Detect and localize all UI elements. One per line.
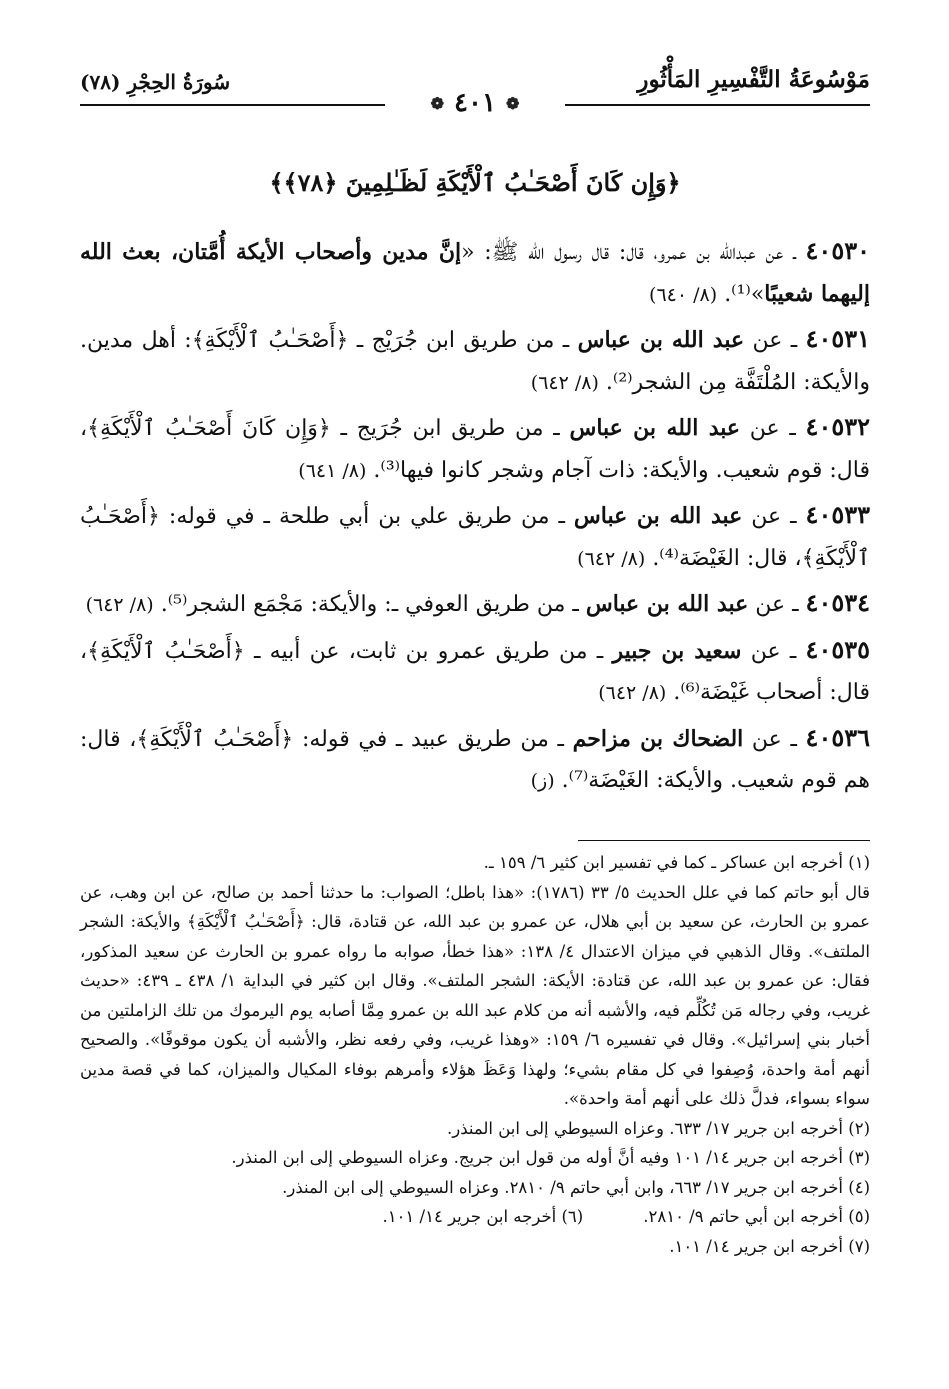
narration-number: ٤٠٥٣٦	[805, 722, 870, 752]
narration-number: ٤٠٥٣١	[805, 324, 870, 353]
narration-number: ٤٠٥٣٤	[805, 588, 870, 617]
narration-text: ـ من طريق عمرو بن ثابت، عن أبيه ـ ﴿أَصْحَـٰبُ ٱلْأَيْكَةِ﴾، قال: أصحاب غَيْضَة⁽⁶⁾.	[80, 638, 870, 705]
narration-text: ـ عن	[741, 638, 797, 664]
footnote: (٦) أخرجه ابن جرير ١٤/ ١٠١.	[382, 1207, 584, 1226]
narration-text: ـ عن عبدالله بن عمرو، قال: قال رسول الله ﷺ: «	[461, 240, 796, 265]
narration-number: ٤٠٥٣٠	[805, 236, 870, 265]
narration-reference: (ز)	[530, 770, 555, 792]
verse-heading: ﴿وَإِن كَانَ أَصْحَـٰبُ ٱلْأَيْكَةِ لَظَـٰلِمِينَ ﴿٧٨﴾﴾	[269, 168, 681, 197]
narrator-name: عبد الله بن عباس	[577, 327, 745, 353]
narration-reference: (٨/ ٦٤٢)	[577, 547, 646, 570]
narrations	[80, 230, 870, 805]
footnote: (٤) أخرجه ابن جرير ١٧/ ٦٦٣، وابن أبي حاتم ٩/ ٢٨١٠. وعزاه السيوطي إلى ابن المنذر.	[282, 1177, 870, 1197]
narrator-name: عبد الله بن عباس	[573, 503, 743, 529]
narration-text: ـ عن	[743, 726, 797, 752]
narration-entry	[80, 318, 870, 404]
footnotes	[80, 848, 870, 1261]
narration-text: ـ من طريق ابن جُرَيْج ـ ﴿أَصْحَـٰبُ ٱلْأَيْكَةِ﴾: أهل مدين. والأيكة: المُلْتَفَّة مِن الشجر⁽²⁾.	[80, 328, 870, 395]
narrator-name: عبد الله بن عباس	[569, 415, 741, 441]
narration-text: ـ من طريق علي بن أبي طلحة ـ في قوله: ﴿أَصْحَـٰبُ ٱلْأَيْكَةِ﴾، قال: الغَيْضَة⁽⁴⁾.	[80, 504, 870, 571]
narration-bold-text: إنَّ مدين وأصحاب الأيكة أُمَّتان، بعث الله إليهما شعيبًا	[80, 239, 870, 307]
narration-reference: (٨/ ٦٤٢)	[85, 594, 154, 616]
narration-reference: (٨/ ٦٤٠)	[649, 283, 718, 306]
narration-text: ـ عن	[740, 416, 796, 441]
footnote-row	[80, 1202, 870, 1232]
narration-number: ٤٠٥٣٢	[805, 412, 870, 441]
narration-text: ـ من طريق ابن جُرَيج ـ ﴿وَإِن كَانَ أَصْحَـٰبُ ٱلْأَيْكَةِ﴾، قال: قوم شعيب. والأيكة: ذات آجام وشجر كانوا فيها⁽³⁾.	[80, 416, 870, 483]
page-number: ٤٠١	[454, 88, 496, 118]
narration-entry	[80, 582, 870, 627]
footnote: قال أبو حاتم كما في علل الحديث ٥/ ٣٣ (١٧٨٦): «هذا باطل؛ الصواب: ما حدثنا أحمد بن صالح، عن ابن وهب، عن عمرو بن الحارث، عن سعيد بن أبي هلال، عن عمرو بن عبد الله، عن قتادة، قال: ﴿أَصْحَـٰبُ ٱلْأَيْكَةِ﴾ والأيكة: الشجر الملتف». وقال الذهبي في ميزان الاعتدال ٤/ ١٣٨: «هذا خطأ، صوابه ما رواه عمرو بن الحارث عن سعيد المذكور، فقال: عن عمرو بن عبد الله، عن قتادة: الأيكة: الشجر الملتف». وقال ابن كثير في البداية ١/ ٤٣٨ ـ ٤٣٩: «حديث غريب، وفي رجاله مَن تُكُلِّم فيه، والأشبه أنه من كلام عبد الله بن عمرو مِمَّا أصابه يوم اليرموك من تلك الزاملتين من أخبار بني إسرائيل». وقال في تفسيره ٦/ ١٥٩: «وهذا غريب، وفي رفعه نظر، والأشبه أن يكون موقوفًا». والصحيح أنهم أمة واحدة، وُصِفوا في كل مقام بشيء؛ ولهذا وَعَظَ هؤلاء وأمرهم بوفاء المكيال والميزان، كما في قصة مدين سواء بسواء، فدلَّ ذلك على أنهم أمة واحدة».	[80, 882, 871, 1108]
page-number-group	[431, 88, 520, 118]
narration-reference: (٨/ ٦٤٢)	[598, 682, 667, 704]
narration-number: ٤٠٥٣٥	[805, 634, 870, 664]
narration-text: ـ عن	[742, 504, 797, 529]
footnote: (١) أخرجه ابن عساكر ـ كما في تفسير ابن كثير ٦/ ١٥٩ ـ.	[483, 853, 870, 872]
narration-entry	[80, 406, 870, 492]
narrator-name: سعيد بن جبير	[612, 637, 742, 664]
footnote: (٣) أخرجه ابن جرير ١٤/ ١٠١ وفيه أنَّ أوله من قول ابن جريج. وعزاه السيوطي إلى ابن المنذر.	[231, 1148, 870, 1167]
book-title: مَوْسُوعَةُ التَّفْسِيرِ المَأْثُورِ	[637, 66, 870, 93]
narration-reference: (٨/ ٦٤٢)	[530, 371, 599, 394]
narrator-name: عبد الله بن عباس	[585, 591, 749, 617]
narration-text: ـ عن	[748, 592, 799, 617]
narration-number: ٤٠٥٣٣	[805, 500, 870, 529]
narration-text: ـ من طريق العوفي ـ: والأيكة: مَجْمَع الشجر⁽⁵⁾.	[160, 592, 586, 617]
narration-entry	[80, 629, 870, 715]
narration-text: ـ عن	[744, 328, 798, 353]
page-header	[80, 60, 870, 120]
narration-entry	[80, 230, 870, 316]
footnote: (٢) أخرجه ابن جرير ١٧/ ٦٣٣. وعزاه السيوطي إلى ابن المنذر.	[447, 1118, 870, 1138]
narration-text: »⁽¹⁾.	[724, 281, 765, 307]
narrator-name: الضحاك بن مزاحم	[572, 725, 744, 752]
footnote: (٥) أخرجه ابن أبي حاتم ٩/ ٢٨١٠.	[643, 1207, 870, 1226]
footnote: (٧) أخرجه ابن جرير ١٤/ ١٠١.	[669, 1236, 870, 1256]
narration-entry	[80, 717, 870, 803]
surah-name: سُورَةُ الحِجْرِ (٧٨)	[80, 70, 231, 94]
ornament-icon: ❁	[430, 93, 445, 113]
header-rule-left	[80, 104, 385, 106]
footnote-separator	[578, 840, 870, 841]
narration-entry	[80, 494, 870, 580]
header-rule-right	[565, 104, 870, 106]
narration-text: ـ من طريق عبيد ـ في قوله: ﴿أَصْحَـٰبُ ٱلْأَيْكَةِ﴾، قال: هم قوم شعيب. والأيكة: الغَيْضَة⁽⁷⁾.	[80, 726, 870, 793]
ornament-icon: ❁	[505, 93, 520, 113]
narration-reference: (٨/ ٦٤١)	[298, 459, 367, 482]
